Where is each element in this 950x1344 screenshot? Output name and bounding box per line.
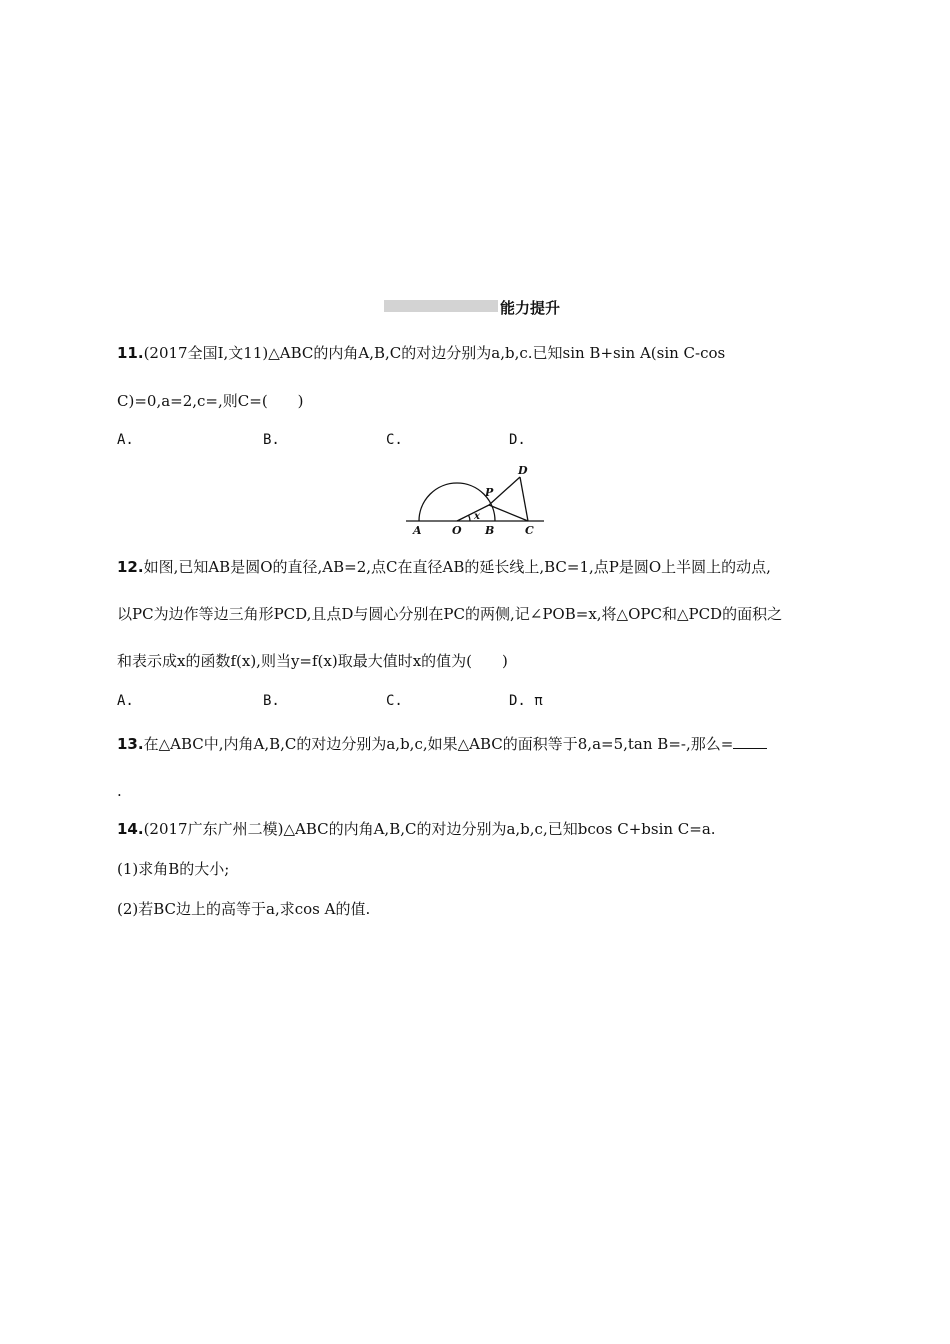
question-13-text: 在△ABC中,内角A,B,C的对边分别为a,b,c,如果△ABC的面积等于8,a=5,tan B=-,那么=: [143, 735, 734, 753]
geometry-figure: [400, 460, 550, 540]
question-11-option-a: A.: [117, 432, 134, 448]
question-14-text: (2017广东广州二模)△ABC的内角A,B,C的对边分别为a,b,c,已知bcos C+bsin C=a.: [143, 820, 716, 838]
question-11-line1: [117, 343, 725, 363]
question-11-line2: C)=0,a=2,c=,则C=( ): [117, 392, 304, 410]
segment-dc: [520, 477, 528, 521]
question-12-line1: [117, 557, 771, 577]
section-title: 能力提升: [500, 299, 561, 317]
question-13-line1: [117, 733, 767, 754]
question-13-number: 13.: [117, 735, 144, 753]
question-11-option-c: C.: [386, 432, 403, 448]
question-12-option-d: D. π: [509, 693, 543, 709]
question-11-option-d: D.: [509, 432, 526, 448]
label-x: x: [474, 511, 480, 522]
question-12-option-a: A.: [117, 693, 134, 709]
question-12-option-c: C.: [386, 693, 403, 709]
label-o: O: [452, 524, 462, 537]
answer-blank[interactable]: [733, 733, 767, 749]
label-c: C: [525, 524, 534, 537]
question-13-line2: .: [117, 782, 122, 800]
question-11-option-b: B.: [263, 432, 280, 448]
label-d: D: [518, 464, 528, 477]
question-14-number: 14.: [117, 820, 144, 838]
question-14-part-2: (2)若BC边上的高等于a,求cos A的值.: [117, 900, 371, 918]
segment-pd: [489, 477, 520, 505]
angle-x-arc: [469, 516, 470, 522]
question-12-option-b: B.: [263, 693, 280, 709]
label-b: B: [485, 524, 495, 537]
question-12-line2: 以PC为边作等边三角形PCD,且点D与圆心分别在PC的两侧,记∠POB=x,将△OPC和△PCD的面积之: [117, 605, 783, 623]
label-a: A: [413, 524, 422, 537]
semicircle-arc: [419, 483, 495, 521]
section-header-bar: [384, 300, 498, 312]
question-12-text: 如图,已知AB是圆O的直径,AB=2,点C在直径AB的延长线上,BC=1,点P是圆O上半圆上的动点,: [143, 558, 771, 576]
segment-op: [457, 505, 489, 521]
question-11-text: (2017全国Ⅰ,文11)△ABC的内角A,B,C的对边分别为a,b,c.已知sin B+sin A(sin C-cos: [143, 344, 726, 362]
question-14-part-1: (1)求角B的大小;: [117, 860, 230, 878]
question-12-line3: 和表示成x的函数f(x),则当y=f(x)取最大值时x的值为( ): [117, 652, 508, 670]
question-14-line1: [117, 819, 716, 839]
question-12-number: 12.: [117, 558, 144, 576]
label-p: P: [485, 486, 494, 499]
question-11-number: 11.: [117, 344, 144, 362]
